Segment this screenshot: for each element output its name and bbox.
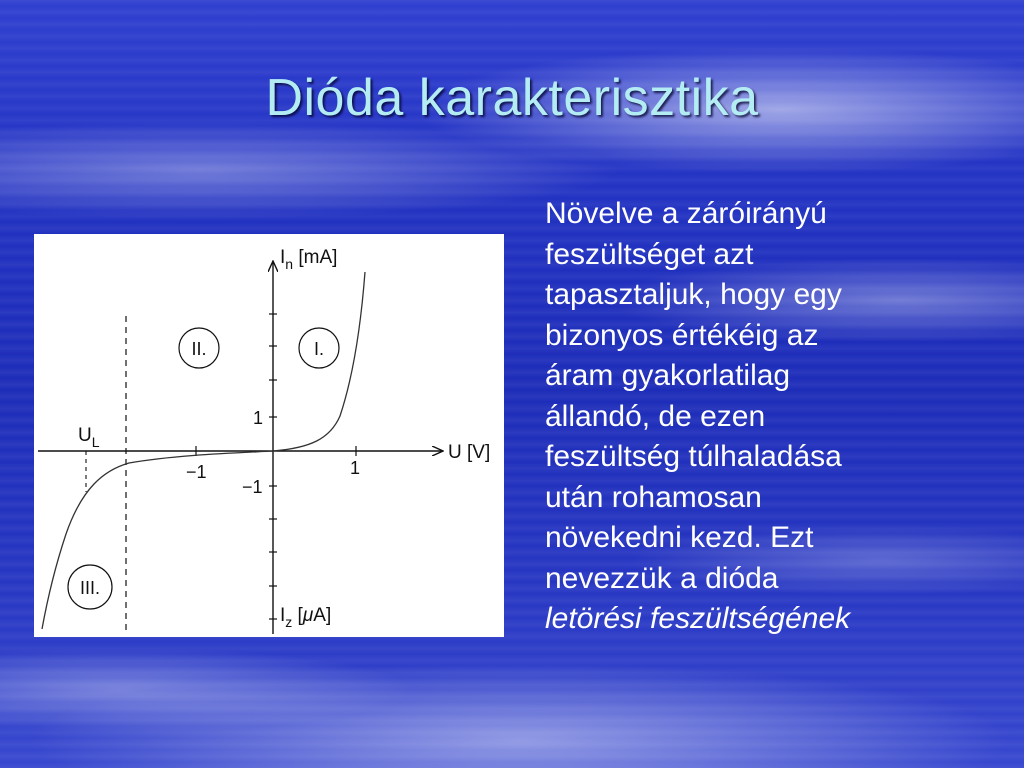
body-line: Növelve a záróirányú (545, 197, 827, 230)
body-line: feszültség túlhaladása (545, 440, 842, 473)
region-iii-marker (68, 565, 112, 609)
diagram-svg (34, 234, 504, 637)
body-emphasis-line: letörési feszültségének (545, 602, 851, 635)
region-i-marker (299, 328, 339, 368)
region-i-label: I. (313, 339, 325, 359)
breakdown-voltage-label: $U_L$ (78, 425, 100, 450)
body-line: tapasztaljuk, hogy egy (545, 278, 842, 311)
body-text (545, 194, 985, 640)
region-iii-label: III. (79, 578, 101, 598)
diode-characteristic-diagram (34, 234, 504, 637)
body-line: állandó, de ezen (545, 399, 766, 433)
x-tick-label-pos: 1 (350, 458, 361, 478)
y-tick-label-pos: 1 (253, 408, 264, 428)
body-line: növekedni kezd. Ezt (545, 521, 814, 554)
body-line: feszültséget azt (545, 237, 754, 271)
y-axis-bottom-label: $I_z$ [μA] (280, 605, 332, 630)
body-line: bizonyos értékéig az (545, 318, 819, 352)
body-line: áram gyakorlatilag (545, 359, 791, 392)
body-line: után rohamosan (545, 480, 762, 514)
y-tick-label-neg: −1 (242, 477, 263, 497)
x-tick-label-neg: −1 (186, 462, 207, 482)
region-ii-marker (179, 328, 219, 368)
region-ii-label: II. (191, 339, 207, 359)
x-axis-label: U [V] (448, 442, 491, 463)
slide-title: Dióda karakterisztika (265, 69, 759, 127)
body-line: nevezzük a dióda (545, 561, 779, 595)
y-axis-top-label: $I_n$ [mA] (280, 247, 338, 272)
